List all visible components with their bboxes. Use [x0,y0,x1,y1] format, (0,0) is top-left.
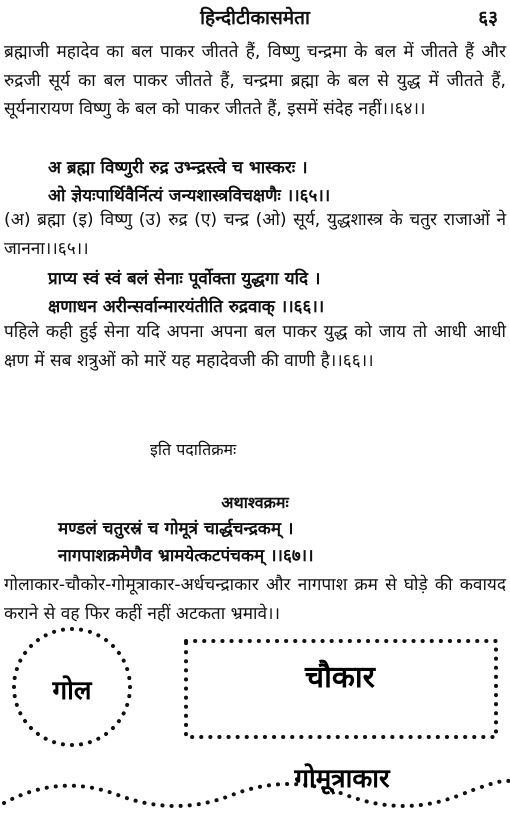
verse-65-line-1: अ ब्रह्मा विष्णुरी रुद्र उभ्न्द्रस्त्वे च भास्करः । [48,158,308,178]
paragraph-66: पहिले कही हुई सेना यदि अपना अपना बल पाकर युद्ध को जाय तो आधी आधी क्षण में सब शत्रुओं को मारें यह महादेवजी की वाणी है।।६६।। [4,322,506,371]
square-label: चौकार [305,660,375,695]
circle-label: गोल [52,676,92,706]
formation-diagrams [0,625,510,825]
wave-label: गोमूत्राकार [294,764,390,794]
verse-65-line-2: ओ ज्ञेयःपार्थिवैर्नित्यं जन्यशास्त्रविचक्षणैः ।।६५।। [48,186,331,206]
paragraph-67: गोलाकार-चौकोर-गोमूत्राकार-अर्धचन्द्राकार और नागपाश क्रम से घोड़े की कवायद कराने से वह फिर कहीं नहीं अटकता भ्रमावे।। [4,575,506,624]
paragraph-65: (अ) ब्रह्मा (इ) विष्णु (उ) रुद्र (ए) चन्द्र (ओ) सूर्य, युद्धशास्त्र के चतुर राजाओं ने जानना।।६५।। [4,210,506,259]
section-end-label: इति पदातिक्रमः [150,440,237,459]
verse-67-line-2: नागपाशक्रमेणैव भ्रामयेत्कटपंचकम् ।।६७।। [58,546,314,566]
verse-66-line-1: प्राप्य स्वं स्वं बलं सेनाः पूर्वोक्ता युद्धगा यदि । [48,269,321,289]
paragraph-64: ब्रह्माजी महादेव का बल पाकर जीतते हैं, विष्णु चन्द्रमा के बल में जीतते हैं और रुद्रजी सूर्य का बल पाकर जीतते हैं, चन्द्रमा ब्रह्मा के बल से युद्ध में जीतते हैं, सूर्यनारायण विष्णु के बल को पाकर जीतते हैं, इसमें संदेह नहीं।।६४।। [4,42,506,119]
page-header-title: हिन्दीटीकासमेता [200,7,310,29]
verse-66-line-2: क्षणाधन अरीन्सर्वान्मारयंतीति रुद्रवाक् ।।६६।। [48,297,325,317]
page-number: ६३ [478,7,498,29]
verse-67-line-1: मण्डलं चतुरस्रं च गोमूत्रं चार्द्धचन्द्रकम् । [58,519,294,539]
wave-formation-shape [4,781,510,806]
section-title: अथाश्वक्रमः [221,493,289,512]
